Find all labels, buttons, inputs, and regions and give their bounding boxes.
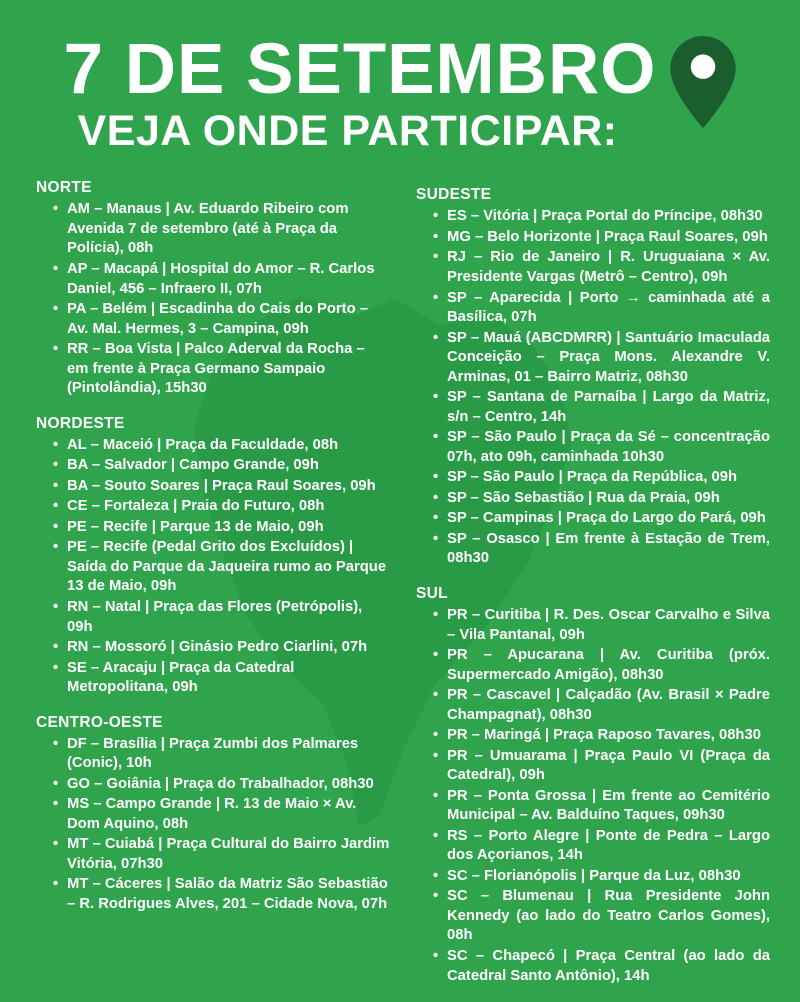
region-section bbox=[36, 179, 390, 398]
event-item: • SC – Florianópolis | Parque da Luz, 08h30 bbox=[433, 867, 770, 887]
event-item: • DF – Brasília | Praça Zumbi dos Palmares (Conic), 10h bbox=[53, 735, 390, 774]
event-item: • SP – Aparecida | Porto → caminhada até a Basílica, 07h bbox=[433, 289, 770, 328]
region-section bbox=[36, 714, 390, 915]
event-item: • SC – Chapecó | Praça Central (ao lado da Catedral Santo Antônio), 14h bbox=[433, 947, 770, 986]
event-item: • BA – Salvador | Campo Grande, 09h bbox=[53, 456, 390, 476]
event-list bbox=[36, 200, 390, 398]
event-item: • SP – Santana de Parnaíba | Largo da Matriz, s/n – Centro, 14h bbox=[433, 388, 770, 427]
event-item: • GO – Goiânia | Praça do Trabalhador, 08h30 bbox=[53, 775, 390, 795]
event-item: • AP – Macapá | Hospital do Amor – R. Carlos Daniel, 456 – Infraero II, 07h bbox=[53, 260, 390, 299]
event-item: • RS – Porto Alegre | Ponte de Pedra – Largo dos Açorianos, 14h bbox=[433, 827, 770, 866]
event-item: • PR – Cascavel | Calçadão (Av. Brasil × Padre Champagnat), 08h30 bbox=[433, 686, 770, 725]
event-item: • SP – São Paulo | Praça da República, 09h bbox=[433, 468, 770, 488]
column-right bbox=[416, 179, 770, 1002]
region-heading: CENTRO-OESTE bbox=[36, 713, 163, 731]
region-section bbox=[36, 415, 390, 698]
event-item: • MT – Cáceres | Salão da Matriz São Sebastião – R. Rodrigues Alves, 201 – Cidade Nova, 07h bbox=[53, 875, 390, 914]
event-item: • PE – Recife (Pedal Grito dos Excluídos) | Saída do Parque da Jaqueira rumo ao Parque 13 de Maio, 09h bbox=[53, 538, 390, 597]
event-item: • RJ – Rio de Janeiro | R. Uruguaiana × Av. Presidente Vargas (Metrô – Centro), 09h bbox=[433, 248, 770, 287]
event-item: • AM – Manaus | Av. Eduardo Ribeiro com Avenida 7 de setembro (até à Praça da Polícia), 08h bbox=[53, 200, 390, 259]
event-item: • RN – Natal | Praça das Flores (Petrópolis), 09h bbox=[53, 598, 390, 637]
event-list bbox=[416, 207, 770, 569]
event-item: • PE – Recife | Parque 13 de Maio, 09h bbox=[53, 518, 390, 538]
event-item: • AL – Maceió | Praça da Faculdade, 08h bbox=[53, 436, 390, 456]
event-item: • BA – Souto Soares | Praça Raul Soares, 09h bbox=[53, 477, 390, 497]
poster-title: 7 DE SETEMBRO bbox=[63, 30, 657, 109]
event-list bbox=[416, 606, 770, 986]
region-heading: SUL bbox=[416, 584, 448, 602]
event-item: • SP – Osasco | Em frente à Estação de Trem, 08h30 bbox=[433, 530, 770, 569]
event-list bbox=[36, 436, 390, 698]
region-section bbox=[416, 585, 770, 986]
region-heading: NORDESTE bbox=[36, 414, 125, 432]
event-item: • MT – Cuiabá | Praça Cultural do Bairro Jardim Vitória, 07h30 bbox=[53, 835, 390, 874]
event-item: • SP – Campinas | Praça do Largo do Pará, 09h bbox=[433, 509, 770, 529]
title-block bbox=[63, 30, 657, 156]
event-item: • PA – Belém | Escadinha do Cais do Porto – Av. Mal. Hermes, 3 – Campina, 09h bbox=[53, 300, 390, 339]
event-list bbox=[36, 735, 390, 915]
event-item: • SP – São Paulo | Praça da Sé – concentração 07h, ato 09h, caminhada 10h30 bbox=[433, 428, 770, 467]
event-item: • ES – Vitória | Praça Portal do Príncipe, 08h30 bbox=[433, 207, 770, 227]
region-heading: NORTE bbox=[36, 179, 92, 197]
event-item: • SE – Aracaju | Praça da Catedral Metropolitana, 09h bbox=[53, 659, 390, 698]
event-item: • MG – Belo Horizonte | Praça Raul Soares, 09h bbox=[433, 228, 770, 248]
event-item: • CE – Fortaleza | Praia do Futuro, 08h bbox=[53, 497, 390, 517]
event-item: • RN – Mossoró | Ginásio Pedro Ciarlini, 07h bbox=[53, 638, 390, 658]
poster-subtitle: VEJA ONDE PARTICIPAR: bbox=[77, 107, 618, 156]
event-item: • PR – Curitiba | R. Des. Oscar Carvalho e Silva – Vila Pantanal, 09h bbox=[433, 606, 770, 645]
column-left bbox=[36, 179, 390, 1002]
header bbox=[0, 0, 800, 156]
event-item: • PR – Umuarama | Praça Paulo VI (Praça da Catedral), 09h bbox=[433, 747, 770, 786]
region-section bbox=[416, 186, 770, 569]
columns bbox=[0, 153, 800, 1002]
event-item: • SP – São Sebastião | Rua da Praia, 09h bbox=[433, 489, 770, 509]
event-item: • SC – Blumenau | Rua Presidente John Kennedy (ao lado do Teatro Carlos Gomes), 08h bbox=[433, 887, 770, 946]
event-item: • PR – Maringá | Praça Raposo Tavares, 08h30 bbox=[433, 726, 770, 746]
location-pin-icon bbox=[670, 36, 736, 128]
event-item: • RR – Boa Vista | Palco Aderval da Rocha – em frente à Praça Germano Sampaio (Pintolândia), 15h30 bbox=[53, 340, 390, 399]
event-item: • MS – Campo Grande | R. 13 de Maio × Av. Dom Aquino, 08h bbox=[53, 795, 390, 834]
region-heading: SUDESTE bbox=[416, 186, 492, 204]
event-item: • PR – Ponta Grossa | Em frente ao Cemitério Municipal – Av. Balduíno Taques, 09h30 bbox=[433, 787, 770, 826]
event-item: • PR – Apucarana | Av. Curitiba (próx. Supermercado Amigão), 08h30 bbox=[433, 646, 770, 685]
event-item: • SP – Mauá (ABCDMRR) | Santuário Imaculada Conceição – Praça Mons. Alexandre V. Arminas, 01 – Bairro Matriz, 08h30 bbox=[433, 329, 770, 388]
